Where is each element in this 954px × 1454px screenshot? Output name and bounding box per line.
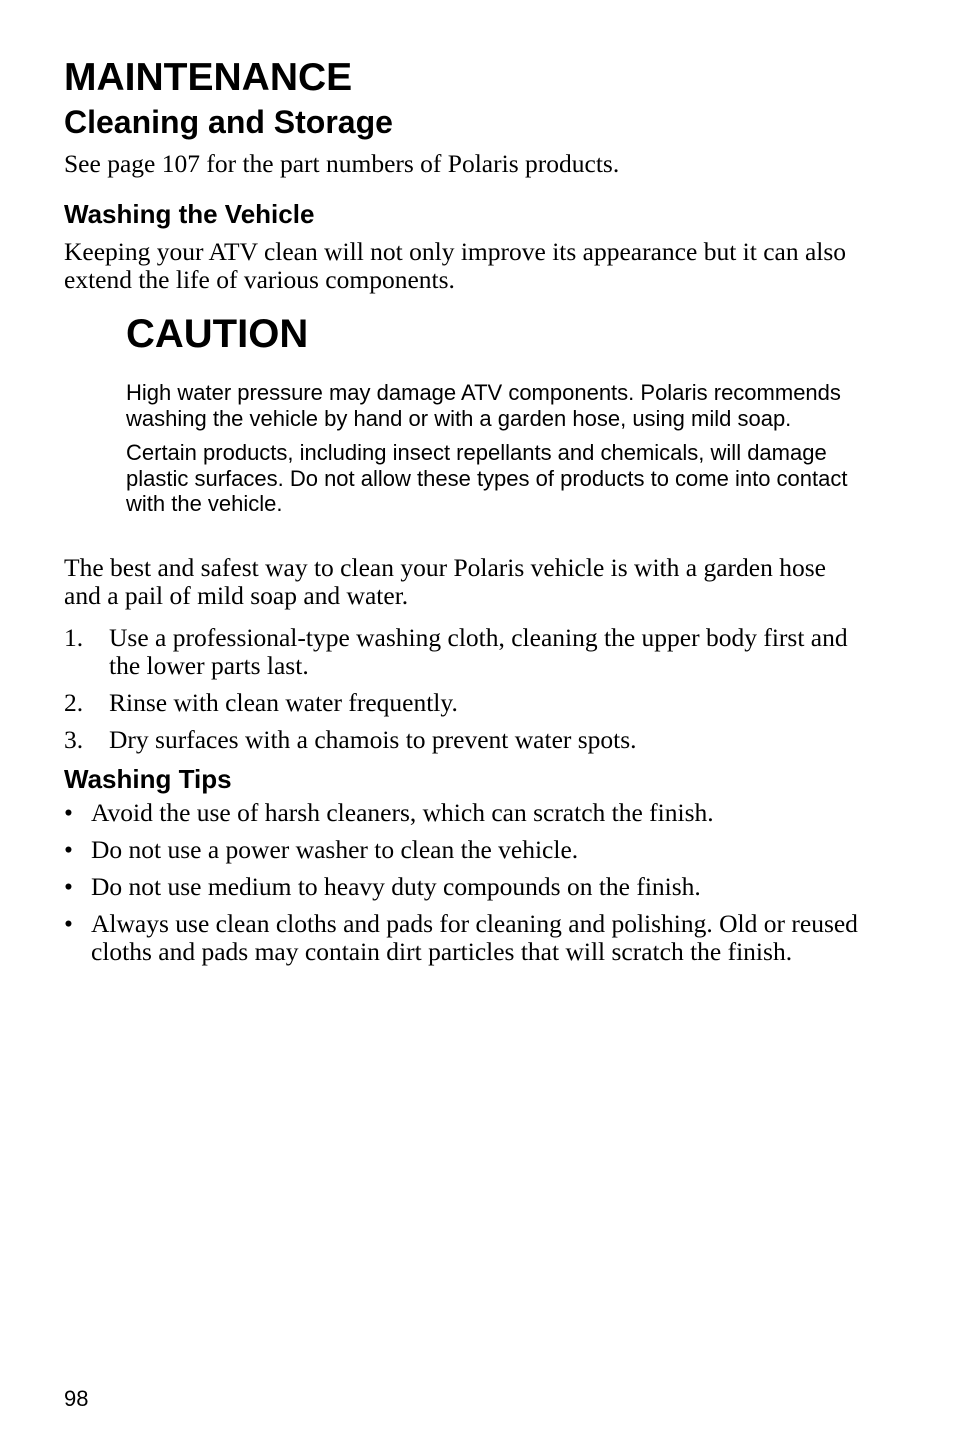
- bullet-icon: •: [64, 909, 73, 938]
- section-title: MAINTENANCE: [64, 56, 353, 99]
- step-text: Rinse with clean water frequently.: [109, 688, 458, 717]
- bullet-icon: •: [64, 872, 73, 901]
- caution-paragraph: High water pressure may damage ATV components. Polaris recommends washing the vehicle by hand or with a garden hose, using mild soap.: [126, 380, 841, 431]
- washing-vehicle-paragraph: Keeping your ATV clean will not only improve its appearance but it can also extend the life of various components.: [64, 237, 847, 294]
- step-number: 1.: [64, 623, 84, 652]
- step-text: Use a professional‑type washing cloth, cleaning the upper body first and the lower parts last.: [109, 623, 848, 680]
- step-number: 2.: [64, 688, 84, 717]
- washing-tips-list: [64, 799, 874, 975]
- caution-box: [126, 310, 866, 526]
- page-number: 98: [64, 1386, 89, 1411]
- washing-vehicle-heading: Washing the Vehicle: [64, 199, 315, 229]
- intro-text: See page 107 for the part numbers of Polaris products.: [64, 149, 620, 178]
- tip-text: Avoid the use of harsh cleaners, which can scratch the finish.: [91, 798, 714, 827]
- washing-tips-heading: Washing Tips: [64, 764, 232, 794]
- bullet-icon: •: [64, 798, 73, 827]
- washing-steps-list: [64, 624, 864, 763]
- best-way-paragraph: The best and safest way to clean your Polaris vehicle is with a garden hose and a pail of mild soap and water.: [64, 553, 826, 610]
- tip-text: Always use clean cloths and pads for cleaning and polishing. Old or reused cloths and pads may contain dirt particles that will scratch the finish.: [91, 909, 858, 966]
- tip-text: Do not use a power washer to clean the vehicle.: [91, 835, 579, 864]
- bullet-icon: •: [64, 835, 73, 864]
- step-number: 3.: [64, 725, 84, 754]
- list-item: [64, 799, 874, 827]
- list-item: [64, 624, 864, 680]
- list-item: [64, 836, 874, 864]
- caution-title: CAUTION: [126, 312, 309, 356]
- step-text: Dry surfaces with a chamois to prevent water spots.: [109, 725, 637, 754]
- subsection-title: Cleaning and Storage: [64, 104, 393, 140]
- caution-paragraph: Certain products, including insect repellants and chemicals, will damage plastic surfaces. Do not allow these types of products to come into contact with the vehicle.: [126, 440, 848, 516]
- tip-text: Do not use medium to heavy duty compounds on the finish.: [91, 872, 701, 901]
- list-item: [64, 689, 864, 717]
- list-item: [64, 873, 874, 901]
- list-item: [64, 726, 864, 754]
- list-item: [64, 910, 874, 966]
